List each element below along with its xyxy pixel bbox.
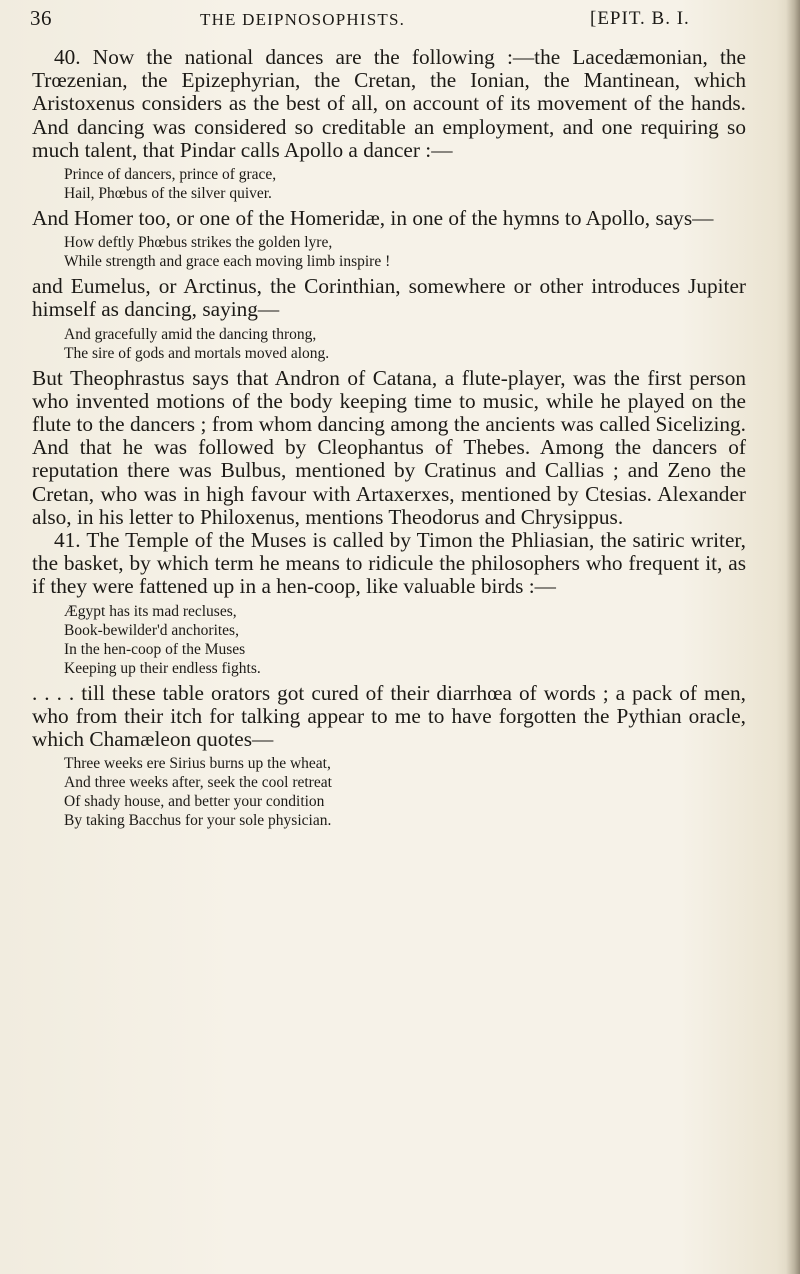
verse-line: And gracefully amid the dancing throng, — [64, 325, 317, 343]
page-edge-shadow — [786, 0, 800, 1274]
verse-line: Ægypt has its mad recluses, — [64, 602, 237, 620]
verse-line: The sire of gods and mortals moved along. — [64, 344, 330, 362]
verse-line: Book-bewilder'd anchorites, — [64, 621, 239, 639]
running-title: THE DEIPNOSOPHISTS. — [200, 10, 406, 29]
paragraph-theophrastus: But Theophrastus says that Andron of Catana, a flute-player, was the first person who invented motions of the body keeping time to music, while he played on the flute to the dancers ; from whom dancing among the ancients was called Sicelizing. And that he was followed by Cleophantus of Thebes. Among the dancers of reputation there was Bulbus, mentioned by Cratinus and Callias ; and Zeno the Cretan, who was in high favour with Artaxerxes, mentioned by Ctesias. Alexander also, in his letter to Philoxenus, mentions Theodorus and Chrysippus. — [32, 365, 746, 529]
verse-line: Three weeks ere Sirius burns up the wheat, — [64, 755, 331, 773]
page-header — [30, 6, 770, 40]
verse-homer — [64, 233, 746, 271]
verse-timon — [64, 602, 746, 678]
paragraph-41: 41. The Temple of the Muses is called by Timon the Phliasian, the satiric writer, the basket, by which term he means to ridicule the philosophers who frequent it, as if they were fattened up in a hen-coop, like valuable birds :— — [32, 528, 746, 599]
verse-line: How deftly Phœbus strikes the golden lyre, — [64, 234, 333, 252]
page-number: 36 — [30, 6, 52, 30]
verse-eumelus — [64, 325, 746, 363]
verse-line: In the hen-coop of the Muses — [64, 640, 246, 658]
verse-line: Prince of dancers, prince of grace, — [64, 166, 277, 184]
verse-pindar — [64, 165, 746, 203]
verse-line: And three weeks after, seek the cool retreat — [64, 774, 332, 792]
paragraph-40: 40. Now the national dances are the following :—the Lacedæmonian, the Trœzenian, the Epizephyrian, the Cretan, the Ionian, the Mantinean, which Aristoxenus considers as the best of all, on account of its movement of the hands. And dancing was considered so creditable an employment, and one requiring so much talent, that Pindar calls Apollo a dancer :— — [32, 45, 746, 162]
verse-line: Hail, Phœbus of the silver quiver. — [64, 185, 272, 203]
paragraph-eumelus: and Eumelus, or Arctinus, the Corinthian, somewhere or other introduces Jupiter himself as dancing, saying— — [32, 274, 746, 322]
section-marker: [EPIT. B. I. — [590, 8, 690, 29]
verse-line: Keeping up their endless fights. — [64, 659, 261, 677]
verse-line: By taking Bacchus for your sole physician. — [64, 812, 332, 830]
paragraph-homer: And Homer too, or one of the Homeridæ, in one of the hymns to Apollo, says— — [32, 206, 714, 231]
verse-line: Of shady house, and better your condition — [64, 793, 325, 811]
main-text — [32, 46, 746, 834]
verse-oracle — [64, 754, 746, 830]
paragraph-orators: . . . . till these table orators got cured of their diarrhœa of words ; a pack of men, who from their itch for talking appear to me to have forgotten the Pythian oracle, which Chamæleon quotes— — [32, 680, 746, 752]
verse-line: While strength and grace each moving limb inspire ! — [64, 253, 391, 271]
